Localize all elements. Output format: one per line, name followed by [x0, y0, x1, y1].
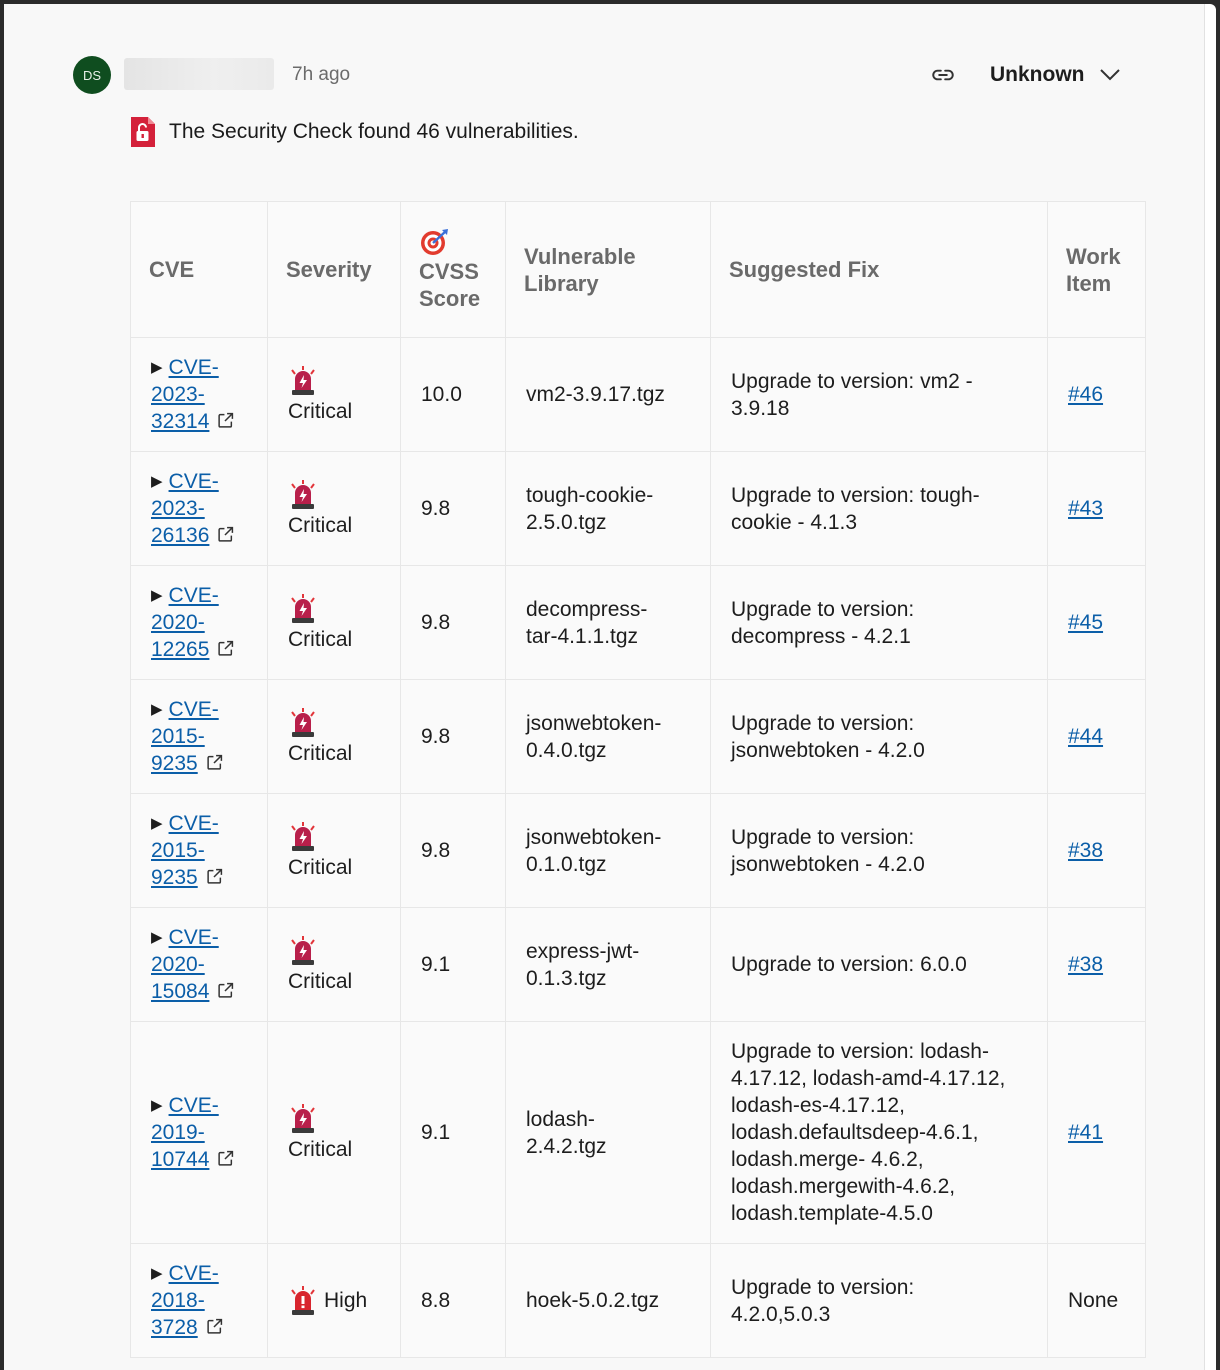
suggested-fix-cell [711, 452, 1048, 566]
work-item-cell [1048, 452, 1146, 566]
severity-cell [268, 1022, 401, 1244]
cve-cell [131, 452, 268, 566]
siren-icon [286, 706, 320, 740]
header-cve: CVE [131, 202, 268, 338]
status-label: Unknown [990, 63, 1085, 86]
cvss-score: 10.0 [401, 338, 506, 452]
warning-siren-icon [286, 1284, 320, 1318]
suggested-fix-line: Upgrade to version: vm2 - [731, 369, 973, 393]
cve-cell [131, 1244, 268, 1358]
summary-text: The Security Check found 46 vulnerabilities. [169, 120, 579, 143]
work-item-cell [1048, 1244, 1146, 1358]
table-row [131, 794, 1146, 908]
suggested-fix-line: 3.9.18 [731, 396, 790, 420]
work-item-link[interactable]: #45 [1068, 611, 1104, 634]
cvss-score: 9.8 [401, 566, 506, 680]
expand-triangle-icon[interactable]: ▶ [151, 359, 163, 376]
library-name-part: jsonwebtoken- [526, 711, 662, 735]
cve-cell [131, 680, 268, 794]
library-name-part: tough-cookie- [526, 483, 654, 507]
cvss-score: 9.1 [401, 1022, 506, 1244]
comment-header [4, 4, 1204, 104]
cve-cell [131, 1022, 268, 1244]
library-name-part: hoek-5.0.2.tgz [526, 1289, 660, 1312]
cve-link-part: CVE- [168, 1262, 219, 1285]
cvss-score: 8.8 [401, 1244, 506, 1358]
table-row [131, 338, 1146, 452]
suggested-fix-line: jsonwebtoken - 4.2.0 [731, 852, 925, 876]
siren-icon [286, 1102, 320, 1136]
header-work-item: Work Item [1048, 202, 1146, 338]
expand-triangle-icon[interactable]: ▶ [151, 1265, 163, 1282]
suggested-fix-line: lodash.template-4.5.0 [731, 1202, 933, 1225]
severity-cell [268, 566, 401, 680]
work-item-link[interactable]: #46 [1068, 383, 1104, 406]
library-name-part: 2.4.2.tgz [526, 1134, 607, 1158]
suggested-fix-line: lodash.defaultsdeep-4.6.1, [731, 1121, 979, 1144]
table-row [131, 1022, 1146, 1244]
siren-icon [286, 820, 320, 854]
severity-label: Critical [288, 970, 353, 993]
cve-link-part: 10744 [151, 1148, 210, 1171]
work-item-link[interactable]: #43 [1068, 497, 1104, 520]
suggested-fix-cell [711, 338, 1048, 452]
library-cell [506, 452, 711, 566]
external-link-icon[interactable] [206, 1318, 223, 1335]
suggested-fix-cell [711, 1022, 1048, 1244]
cve-cell [131, 338, 268, 452]
cve-link-part: 2023- [151, 383, 205, 406]
cve-cell [131, 908, 268, 1022]
expand-triangle-icon[interactable]: ▶ [151, 701, 163, 718]
suggested-fix-line: cookie - 4.1.3 [731, 510, 858, 534]
suggested-fix-line: decompress - 4.2.1 [731, 624, 911, 648]
severity-cell [268, 1244, 401, 1358]
header-severity: Severity [268, 202, 401, 338]
cve-link-part: 3728 [151, 1316, 198, 1339]
cve-link-part: CVE- [168, 584, 219, 607]
cve-link-part: CVE- [168, 698, 219, 721]
library-cell [506, 908, 711, 1022]
work-item-link[interactable]: #41 [1068, 1121, 1104, 1144]
suggested-fix-line: 4.17.12, lodash-amd-4.17.12, [731, 1067, 1006, 1090]
cve-cell [131, 794, 268, 908]
severity-cell [268, 908, 401, 1022]
library-name-part: 0.4.0.tgz [526, 738, 607, 762]
external-link-icon[interactable] [217, 526, 234, 543]
library-cell [506, 338, 711, 452]
avatar[interactable]: DS [73, 56, 111, 94]
cve-link-part: 15084 [151, 980, 210, 1003]
library-name-part: 0.1.3.tgz [526, 966, 607, 990]
cve-link-part: 2019- [151, 1121, 205, 1144]
work-item-cell [1048, 794, 1146, 908]
cve-link-part: 2015- [151, 839, 205, 862]
suggested-fix-line: 4.2.0,5.0.3 [731, 1302, 831, 1326]
cvss-score: 9.8 [401, 452, 506, 566]
external-link-icon[interactable] [217, 982, 234, 999]
suggested-fix-line: lodash-es-4.17.12, [731, 1094, 905, 1117]
window-frame [4, 4, 1216, 1370]
expand-triangle-icon[interactable]: ▶ [151, 473, 163, 490]
suggested-fix-line: lodash.merge- 4.6.2, [731, 1148, 924, 1171]
severity-cell [268, 338, 401, 452]
cve-link-part: 9235 [151, 752, 198, 775]
suggested-fix-line: Upgrade to version: [731, 597, 915, 621]
library-cell [506, 794, 711, 908]
library-cell [506, 566, 711, 680]
library-cell [506, 1244, 711, 1358]
library-name-part: express-jwt- [526, 939, 640, 963]
suggested-fix-line: Upgrade to version: 6.0.0 [731, 953, 967, 976]
severity-cell [268, 680, 401, 794]
table-row [131, 566, 1146, 680]
siren-icon [286, 364, 320, 398]
link-icon[interactable] [930, 62, 956, 88]
suggested-fix-cell [711, 1244, 1048, 1358]
suggested-fix-line: Upgrade to version: lodash- [731, 1040, 989, 1063]
siren-icon [286, 592, 320, 626]
chevron-down-icon [1099, 68, 1121, 82]
severity-badge [288, 1284, 380, 1318]
work-item-cell [1048, 566, 1146, 680]
cve-link-part: CVE- [168, 926, 219, 949]
external-link-icon[interactable] [217, 640, 234, 657]
siren-icon [286, 478, 320, 512]
cve-link-part: CVE- [168, 812, 219, 835]
work-item-cell [1048, 680, 1146, 794]
library-name-part: decompress- [526, 597, 648, 621]
library-name-part: 0.1.0.tgz [526, 852, 607, 876]
external-link-icon[interactable] [217, 1150, 234, 1167]
suggested-fix-cell [711, 908, 1048, 1022]
severity-label: Critical [288, 1138, 353, 1161]
cve-link-part: CVE- [168, 356, 219, 379]
siren-icon [286, 934, 320, 968]
work-item-link[interactable]: #44 [1068, 725, 1104, 748]
cve-link-part: 2020- [151, 953, 205, 976]
target-icon [419, 228, 449, 256]
header-fix: Suggested Fix [711, 202, 1048, 338]
table-row [131, 680, 1146, 794]
external-link-icon[interactable] [206, 868, 223, 885]
severity-label: Critical [288, 400, 353, 423]
header-cvss-label: CVSS Score [419, 258, 481, 311]
expand-triangle-icon[interactable]: ▶ [151, 1097, 163, 1114]
cve-link-part: 2020- [151, 611, 205, 634]
timestamp: 7h ago [292, 64, 351, 85]
suggested-fix-cell [711, 794, 1048, 908]
external-link-icon[interactable] [217, 412, 234, 429]
severity-cell [268, 794, 401, 908]
suggested-fix-cell [711, 566, 1048, 680]
status-dropdown[interactable] [990, 60, 1121, 90]
cve-link-part: 26136 [151, 524, 210, 547]
library-cell [506, 680, 711, 794]
work-item-cell [1048, 338, 1146, 452]
suggested-fix-line: Upgrade to version: [731, 825, 915, 849]
vulnerability-table [130, 201, 1146, 1358]
severity-label: Critical [288, 514, 353, 537]
cve-link-part: 2018- [151, 1289, 205, 1312]
cvss-score: 9.8 [401, 680, 506, 794]
cve-link-part: 32314 [151, 410, 210, 433]
comment-card [4, 4, 1205, 1370]
library-name-part: 2.5.0.tgz [526, 510, 607, 534]
cve-link-part: 2023- [151, 497, 205, 520]
suggested-fix-line: Upgrade to version: [731, 711, 915, 735]
severity-label: Critical [288, 742, 353, 765]
table-row [131, 1244, 1146, 1358]
library-name-part: vm2-3.9.17.tgz [526, 383, 665, 406]
severity-label: Critical [288, 628, 353, 651]
table-row [131, 452, 1146, 566]
cve-link-part: CVE- [168, 1094, 219, 1117]
work-item-none: None [1068, 1289, 1119, 1312]
cvss-score: 9.8 [401, 794, 506, 908]
header-library: Vulnerable Library [506, 202, 711, 338]
severity-cell [268, 452, 401, 566]
cvss-score: 9.1 [401, 908, 506, 1022]
severity-label: Critical [288, 856, 353, 879]
expand-triangle-icon[interactable]: ▶ [151, 929, 163, 946]
library-name-part: lodash- [526, 1107, 595, 1131]
work-item-link[interactable]: #38 [1068, 839, 1104, 862]
external-link-icon[interactable] [206, 754, 223, 771]
library-name-part: tar-4.1.1.tgz [526, 624, 639, 648]
library-cell [506, 1022, 711, 1244]
expand-triangle-icon[interactable]: ▶ [151, 815, 163, 832]
header-cvss [401, 202, 506, 338]
table-row [131, 908, 1146, 1022]
work-item-cell [1048, 908, 1146, 1022]
cve-link-part: 9235 [151, 866, 198, 889]
cve-link-part: CVE- [168, 470, 219, 493]
cve-cell [131, 566, 268, 680]
work-item-cell [1048, 1022, 1146, 1244]
author-name-redacted [124, 58, 274, 90]
work-item-link[interactable]: #38 [1068, 953, 1104, 976]
suggested-fix-line: Upgrade to version: [731, 1275, 915, 1299]
suggested-fix-line: Upgrade to version: tough- [731, 483, 980, 507]
expand-triangle-icon[interactable]: ▶ [151, 587, 163, 604]
cve-link-part: 12265 [151, 638, 210, 661]
suggested-fix-line: jsonwebtoken - 4.2.0 [731, 738, 925, 762]
table-header-row [131, 202, 1146, 338]
table-body [131, 338, 1146, 1358]
unlocked-file-icon [130, 116, 156, 148]
suggested-fix-line: lodash.mergewith-4.6.2, [731, 1175, 956, 1198]
cve-link-part: 2015- [151, 725, 205, 748]
suggested-fix-cell [711, 680, 1048, 794]
summary-line [130, 112, 579, 152]
severity-label: High [324, 1289, 368, 1312]
library-name-part: jsonwebtoken- [526, 825, 662, 849]
